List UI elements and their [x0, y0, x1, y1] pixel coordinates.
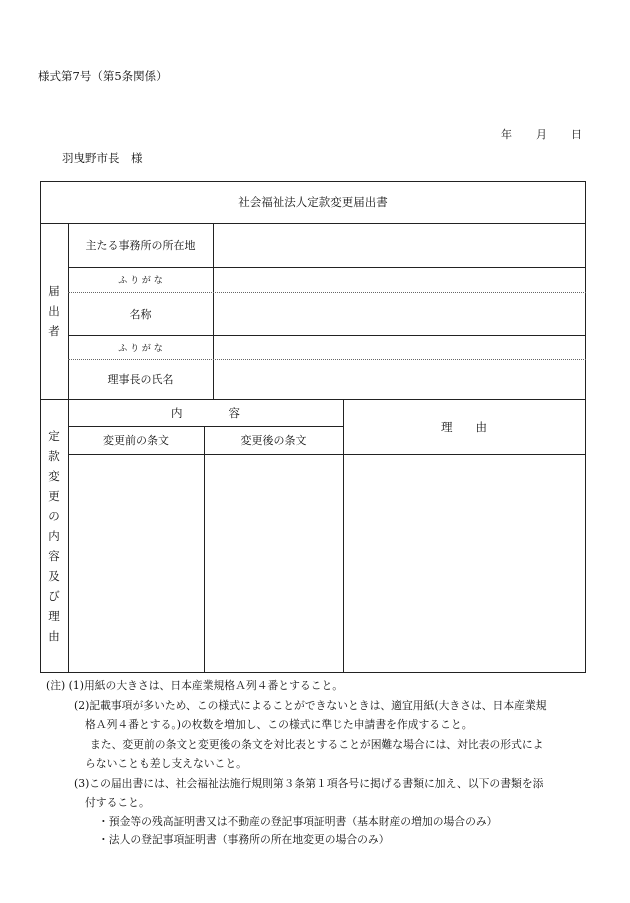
change-char: 及 [48, 568, 60, 583]
note-2-line-4: らないことも差し支えないこと。 [85, 757, 247, 770]
notes-section [46, 676, 547, 849]
notifier-char: 者 [48, 324, 60, 338]
change-char: 内 [48, 528, 60, 543]
change-char: の [48, 508, 60, 523]
date-month-label: 月 [536, 128, 547, 141]
change-char: 更 [48, 488, 60, 503]
date-day-label: 日 [571, 128, 582, 141]
change-vertical-label [40, 399, 68, 672]
table-border-right [585, 181, 586, 673]
content-header: 内 容 [171, 405, 240, 420]
change-char: 理 [48, 608, 60, 623]
office-location-label: 主たる事務所の所在地 [85, 239, 196, 252]
change-char: 変 [48, 468, 60, 483]
change-char: 容 [48, 548, 60, 563]
reason-header: 理 由 [441, 419, 487, 434]
furigana-label-2: ふ り が な [118, 343, 163, 354]
corporation-name-label: 名称 [129, 307, 152, 321]
date-year-label: 年 [501, 128, 512, 141]
note-2-line-3: また、変更前の条文と変更後の条文を対比表とすることが困難な場合には、対比表の形式によ [90, 737, 544, 751]
note-2-line-2: 格Ａ列４番とする。)の枚数を増加し、この様式に準じた申請書を作成すること。 [85, 718, 473, 731]
change-char: 定 [48, 428, 60, 443]
notifier-vertical-label [40, 223, 68, 399]
before-after-divider [204, 426, 205, 672]
form-title: 社会福祉法人定款変更届出書 [238, 195, 388, 209]
furigana-label-1: ふ り が な [118, 276, 163, 286]
note-3-line-1: (3)この届出書には、社会福祉法施行規則第３条第１項各号に掲げる書類に加え、以下の書類を添 [74, 776, 544, 790]
change-char: 款 [48, 448, 60, 463]
notifier-char: 出 [48, 304, 60, 318]
before-article-header: 変更前の条文 [103, 434, 169, 447]
chairman-name-label: 理事長の氏名 [107, 373, 174, 386]
headers-bottom-divider [68, 454, 586, 455]
note-3-bullet-2: ・法人の登記事項証明書（事務所の所在地変更の場合のみ） [98, 832, 390, 846]
addressee: 羽曳野市長 様 [62, 151, 143, 165]
note-3-bullet-1: ・預金等の残高証明書又は不動産の登記事項証明書（基本財産の増加の場合のみ） [98, 814, 498, 828]
form-number: 様式第7号（第5条関係） [38, 69, 168, 83]
notifier-field-divider [213, 223, 214, 399]
change-char: 由 [48, 628, 60, 643]
table-border-bottom [40, 672, 586, 673]
note-2-line-1: (2)記載事項が多いため、この様式によることができないときは、適宜用紙(大きさは、日本産業規 [74, 698, 547, 712]
change-char: び [48, 588, 60, 603]
notifier-char: 届 [48, 284, 60, 298]
note-1: (注) (1)用紙の大きさは、日本産業規格Ａ列４番とすること。 [46, 679, 344, 692]
note-3-line-2: 付すること。 [85, 796, 150, 809]
after-article-header: 変更後の条文 [240, 434, 307, 447]
